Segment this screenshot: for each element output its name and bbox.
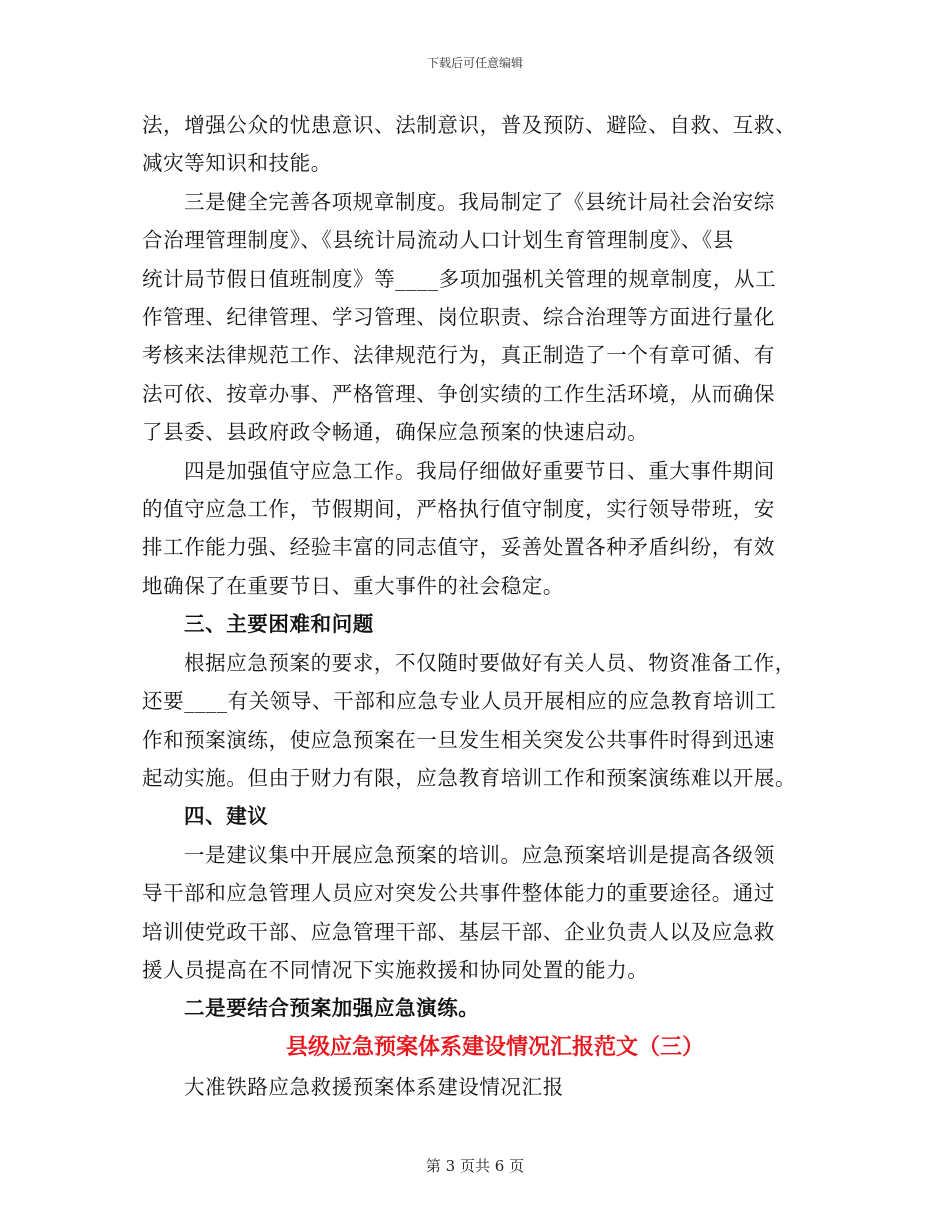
text-line: 一是建议集中开展应急预案的培训。应急预案培训是提高各级领 xyxy=(184,842,775,867)
document-body xyxy=(142,106,808,1106)
paragraph-continuation xyxy=(142,106,808,183)
text-line: 考核来法律规范工作、法律规范行为，真正制造了一个有章可循、有 xyxy=(142,343,775,368)
text-line: 四是加强值守应急工作。我局仔细做好重要节日、重大事件期间 xyxy=(184,458,775,483)
page-footer: 第 3 页共 6 页 xyxy=(425,1157,525,1175)
text-line: 法，增强公众的忧患意识、法制意识，普及预防、避险、自救、互救、 xyxy=(142,113,797,137)
heading-text: 四、建议 xyxy=(184,804,269,829)
paragraph-drills xyxy=(142,989,808,1027)
document-title: 县级应急预案体系建设情况汇报范文（三） xyxy=(285,1034,704,1060)
section-heading-suggestions xyxy=(142,797,808,835)
text-line: 二是要结合预案加强应急演练。 xyxy=(184,996,480,1021)
text-line: 减灾等知识和技能。 xyxy=(142,151,332,176)
text-line: 作管理、纪律管理、学习管理、岗位职责、综合治理等方面进行量化 xyxy=(142,305,775,330)
text-line: 培训使党政干部、应急管理干部、基层干部、企业负责人以及应急救 xyxy=(142,919,775,944)
page-header: 下载后可任意编辑 xyxy=(426,56,523,70)
text-line: 统计局节假日值班制度》等____多项加强机关管理的规章制度，从工 xyxy=(142,266,777,291)
text-line: 地确保了在重要节日、重大事件的社会稳定。 xyxy=(142,573,564,598)
text-line: 排工作能力强、经验丰富的同志值守，妥善处置各种矛盾纠纷，有效 xyxy=(142,535,775,560)
text-line: 根据应急预案的要求，不仅随时要做好有关人员、物资准备工作， xyxy=(184,650,796,675)
text-line: 作和预案演练，使应急预案在一旦发生相关突发公共事件时得到迅速 xyxy=(142,727,775,752)
heading-text: 三、主要困难和问题 xyxy=(184,612,374,637)
paragraph-training xyxy=(142,836,808,990)
text-line: 合治理管理制度》、《县统计局流动人口计划生育管理制度》、《县 xyxy=(142,228,734,253)
text-line: 了县委、县政府政令畅通，确保应急预案的快速启动。 xyxy=(142,420,649,445)
text-line: 导干部和应急管理人员应对突发公共事件整体能力的重要途径。通过 xyxy=(142,881,775,906)
text-line: 三是健全完善各项规章制度。我局制定了《县统计局社会治安综 xyxy=(184,189,775,214)
paragraph-duty xyxy=(142,452,808,606)
paragraph-difficulties xyxy=(142,644,808,798)
text-line: 的值守应急工作，节假期间，严格执行值守制度，实行领导带班，安 xyxy=(142,497,775,522)
paragraph-regulations xyxy=(142,183,808,452)
text-line: 法可依、按章办事、严格管理、争创实绩的工作生活环境，从而确保 xyxy=(142,381,775,406)
section-heading-difficulties xyxy=(142,605,808,643)
text-line: 援人员提高在不同情况下实施救援和协同处置的能力。 xyxy=(142,957,649,982)
text-line: 起动实施。但由于财力有限，应急教育培训工作和预案演练难以开展。 xyxy=(142,765,797,790)
text-line: 还要____有关领导、干部和应急专业人员开展相应的应急教育培训工 xyxy=(142,689,777,714)
document-subtitle: 大准铁路应急救援预案体系建设情况汇报 xyxy=(184,1074,564,1099)
